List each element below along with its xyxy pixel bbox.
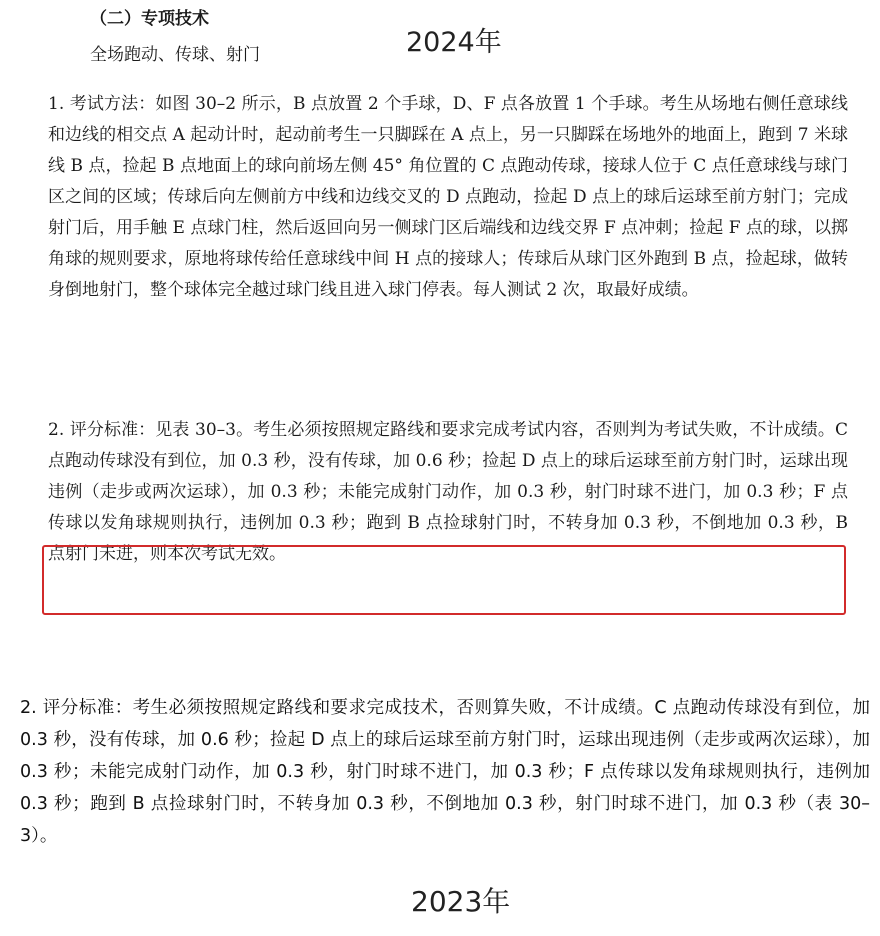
exam-method-paragraph: 1. 考试方法：如图 30–2 所示，B 点放置 2 个手球，D、F 点各放置 1 个手球。考生从场地右侧任意球线和边线的相交点 A 起动计时，起动前考生一只脚踩在 A 点上，另一只脚踩在场地外的地面上，跑到 7 米球线 B 点，捡起 B 点地面上的球向前场左侧 45° 角位置的 C 点跑动传球，接球人位于 C 点任意球线与球门区之间的区域；传球后向左侧前方中线和边线交叉的 D 点跑动，捡起 D 点上的球后运球至前方射门；完成射门后，用手触 E 点球门柱，然后返回向另一侧球门区后端线和边线交界 F 点冲刺；捡起 F 点的球，以掷角球的规则要求，原地将球传给任意球线中间 H 点的接球人；传球后从球门区外跑到 B 点，捡起球，做转身倒地射门，整个球体完全越过球门线且进入球门停表。每人测试 2 次，取最好成绩。: [48, 94, 848, 300]
year-label-2024: 2024年: [406, 27, 502, 58]
scoring-standard-paragraph-2023: 2. 评分标准：考生必须按照规定路线和要求完成技术，否则算失败，不计成绩。C 点跑动传球没有到位，加 0.3 秒，没有传球，加 0.6 秒；捡起 D 点上的球后运球至前方射门时，运球出现违例（走步或两次运球），加 0.3 秒；未能完成射门动作，加 0.3 秒，射门时球不进门，加 0.3 秒；F 点传球以发角球规则执行，违例加 0.3 秒；跑到 B 点捡球射门时，不转身加 0.3 秒，不倒地加 0.3 秒，射门时球不进门，加 0.3 秒（表 30–3）。: [20, 697, 870, 846]
highlight-box: [42, 545, 846, 615]
sub-heading: 全场跑动、传球、射门: [90, 45, 260, 65]
year-label-2023: 2023年: [411, 885, 511, 918]
scoring-standard-paragraph-2024: 2. 评分标准：见表 30–3。考生必须按照规定路线和要求完成考试内容，否则判为考试失败，不计成绩。C 点跑动传球没有到位，加 0.3 秒，没有传球，加 0.6 秒；捡起 D 点上的球后运球至前方射门时，运球出现违例（走步或两次运球），加 0.3 秒；未能完成射门动作，加 0.3 秒，射门时球不进门，加 0.3 秒；F 点传球以发角球规则执行，违例加 0.3 秒；跑到 B 点捡球射门时，不转身加 0.3 秒，不倒地加 0.3 秒，B 点射门未进，则本次考试无效。: [48, 420, 848, 564]
section-heading: （二）专项技术: [90, 9, 209, 29]
